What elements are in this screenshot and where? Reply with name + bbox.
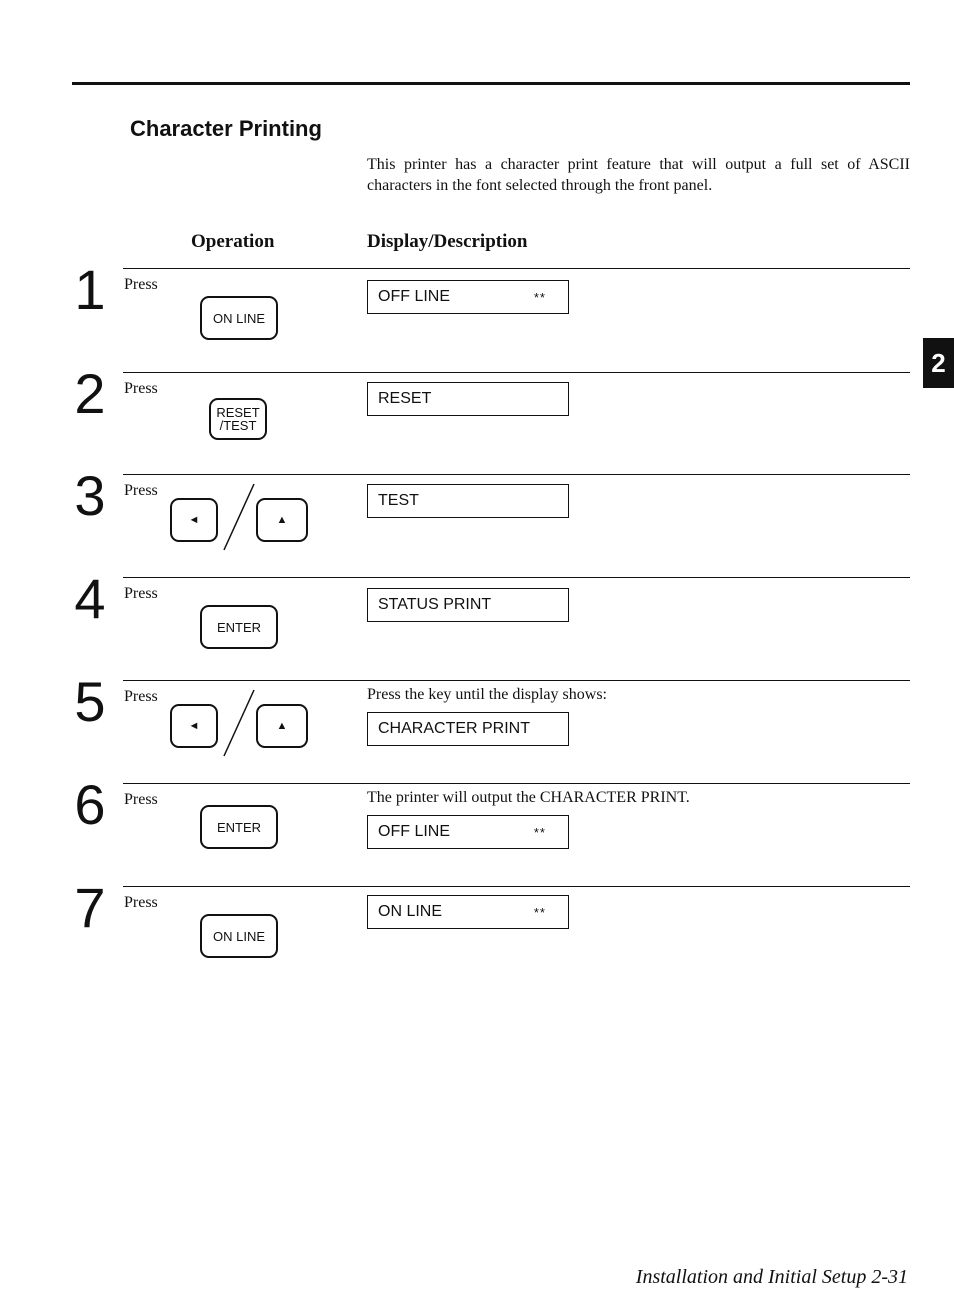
enter-key	[200, 805, 278, 849]
left-arrow-icon: ◄	[188, 514, 200, 526]
press-label: Press	[124, 276, 158, 293]
step-number: 3	[74, 464, 106, 527]
step-1	[0, 258, 954, 371]
operation-column-header: Operation	[191, 231, 275, 252]
step-2	[0, 362, 954, 475]
press-label: Press	[124, 585, 158, 602]
key-label-line-2: /TEST	[219, 418, 257, 433]
lcd-display	[367, 588, 569, 622]
key-label: ON LINE	[212, 928, 265, 944]
lcd-display	[367, 895, 569, 929]
up-arrow-key	[256, 498, 308, 542]
display-text: STATUS PRINT	[378, 596, 492, 613]
left-arrow-key	[170, 498, 218, 542]
lcd-display	[367, 280, 569, 314]
key-label: ENTER	[216, 819, 262, 835]
display-text: RESET	[378, 390, 432, 407]
chapter-tab: 2	[923, 338, 954, 388]
page-footer: Installation and Initial Setup 2-31	[635, 1266, 908, 1288]
step-divider	[123, 577, 910, 578]
key-label-line-1: RESET	[216, 405, 260, 420]
description-column-header: Display/Description	[367, 231, 528, 252]
step-divider	[123, 886, 910, 887]
step-description: Press the key until the display shows:	[367, 686, 607, 703]
display-stars: **	[533, 289, 546, 305]
display-stars: **	[533, 824, 546, 840]
display-text: ON LINE	[378, 903, 443, 920]
step-description: The printer will output the CHARACTER PRINT.	[367, 789, 690, 806]
press-label: Press	[124, 482, 158, 499]
step-number: 2	[74, 362, 106, 425]
step-5	[0, 670, 954, 783]
up-arrow-icon: ▲	[276, 514, 288, 526]
step-divider	[123, 268, 910, 269]
slash-separator	[218, 482, 258, 552]
online-key	[200, 914, 278, 958]
section-title: Character Printing	[130, 116, 322, 141]
step-divider	[123, 474, 910, 475]
press-label: Press	[124, 380, 158, 397]
step-3	[0, 464, 954, 577]
step-4	[0, 567, 954, 680]
display-text: CHARACTER PRINT	[378, 720, 531, 737]
key-label	[216, 406, 259, 432]
display-text: OFF LINE	[378, 288, 451, 305]
key-label: ON LINE	[212, 310, 265, 326]
left-arrow-icon: ◄	[188, 720, 200, 732]
step-7	[0, 876, 954, 989]
online-key	[200, 296, 278, 340]
step-divider	[123, 680, 910, 681]
press-label: Press	[124, 894, 158, 911]
up-arrow-key	[256, 704, 308, 748]
reset-test-key	[209, 398, 267, 440]
step-number: 6	[74, 773, 106, 836]
step-divider	[123, 783, 910, 784]
press-label: Press	[124, 791, 158, 808]
step-number: 5	[74, 670, 106, 733]
lcd-display	[367, 815, 569, 849]
step-number: 1	[74, 258, 106, 321]
left-arrow-key	[170, 704, 218, 748]
lcd-display	[367, 712, 569, 746]
step-6	[0, 773, 954, 886]
step-divider	[123, 372, 910, 373]
intro-paragraph: This printer has a character print feature that will output a full set of ASCII characters in the font selected through the front panel.	[367, 156, 910, 194]
press-label: Press	[124, 688, 158, 705]
key-label: ENTER	[216, 619, 262, 635]
top-rule	[72, 82, 910, 85]
enter-key	[200, 605, 278, 649]
up-arrow-icon: ▲	[276, 720, 288, 732]
step-number: 7	[74, 876, 106, 939]
display-text: OFF LINE	[378, 823, 451, 840]
step-number: 4	[74, 567, 106, 630]
display-stars: **	[533, 904, 546, 920]
display-text: TEST	[378, 492, 419, 509]
lcd-display	[367, 382, 569, 416]
slash-separator	[218, 688, 258, 758]
lcd-display	[367, 484, 569, 518]
